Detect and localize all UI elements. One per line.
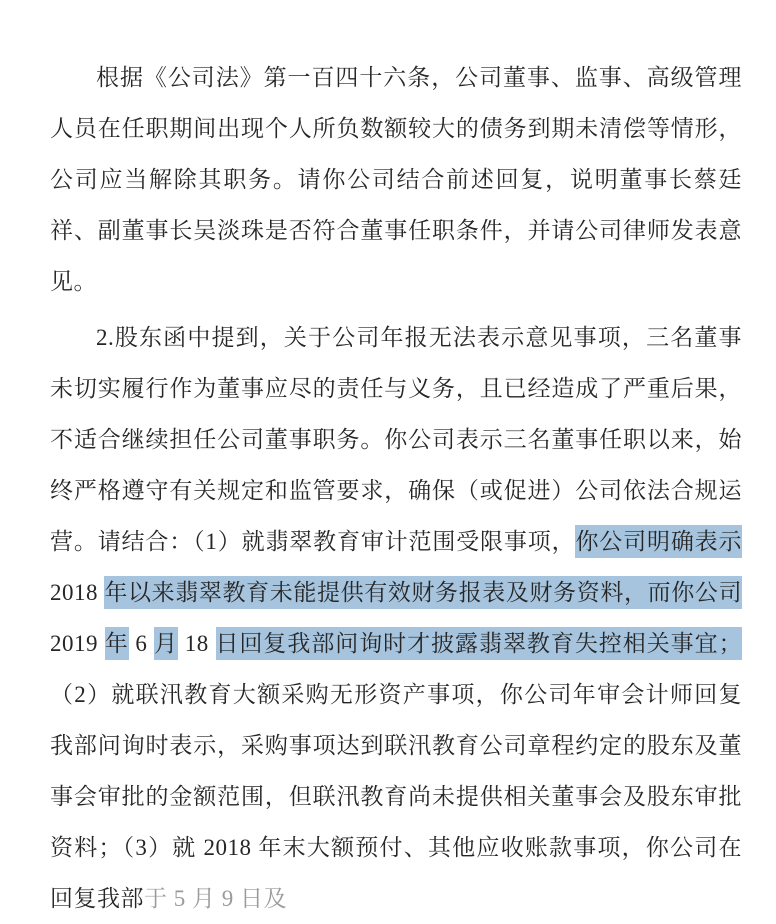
text-segment: 根据《公司法》第一百四十六条，公司董事、监事、高级管理人员在任职期间出现个人所负数额较大的债务到期未清偿等情形，公司应当解除其职务。请你公司结合前述回复，说明董事长蔡廷祥、副董事长吴淡珠是否符合董事任职条件，并请公司律师发表意见。: [50, 65, 742, 294]
paragraph: [50, 52, 742, 307]
text-segment: 2018: [50, 580, 105, 605]
text-segment: 6: [128, 631, 155, 656]
document-body: [50, 52, 742, 924]
text-segment: 2.股东函中提到，关于公司年报无法表示意见事项，三名董事未切实履行作为董事应尽的责任与义务，且已经造成了严重后果，不适合继续担任公司董事职务。你公司表示三名董事任职以来，始终严格遵守有关规定和监管要求，确保（或促进）公司依法合规运营。请结合：（1）就翡翠教育审计范围受限事项，: [50, 325, 742, 554]
highlighted-text: 年以来翡翠教育未能提供有效财务报表及财务资料，而你公司: [104, 576, 742, 609]
highlighted-text: 你公司明确表示: [575, 525, 742, 558]
document-page: [50, 0, 742, 924]
text-segment: 2019: [50, 631, 105, 656]
faded-text: 于 5 月 9 日及: [144, 886, 287, 911]
text-segment: （2）就联汛教育大额采购无形资产事项，你公司年审会计师回复我部问询时表示，采购事项达到联汛教育公司章程约定的股东及董事会审批的金额范围，但联汛教育尚未提供相关董事会及股东审批资料；（3）就 2018 年末大额预付、其他应收账款事项，你公司在回复我部: [50, 682, 742, 911]
text-segment: 18: [178, 631, 216, 656]
highlighted-text: 月: [154, 627, 178, 660]
paragraph: [50, 312, 742, 924]
highlighted-text: 年: [105, 627, 129, 660]
highlighted-text: 日回复我部问询时才披露翡翠教育失控相关事宜；: [216, 627, 743, 660]
